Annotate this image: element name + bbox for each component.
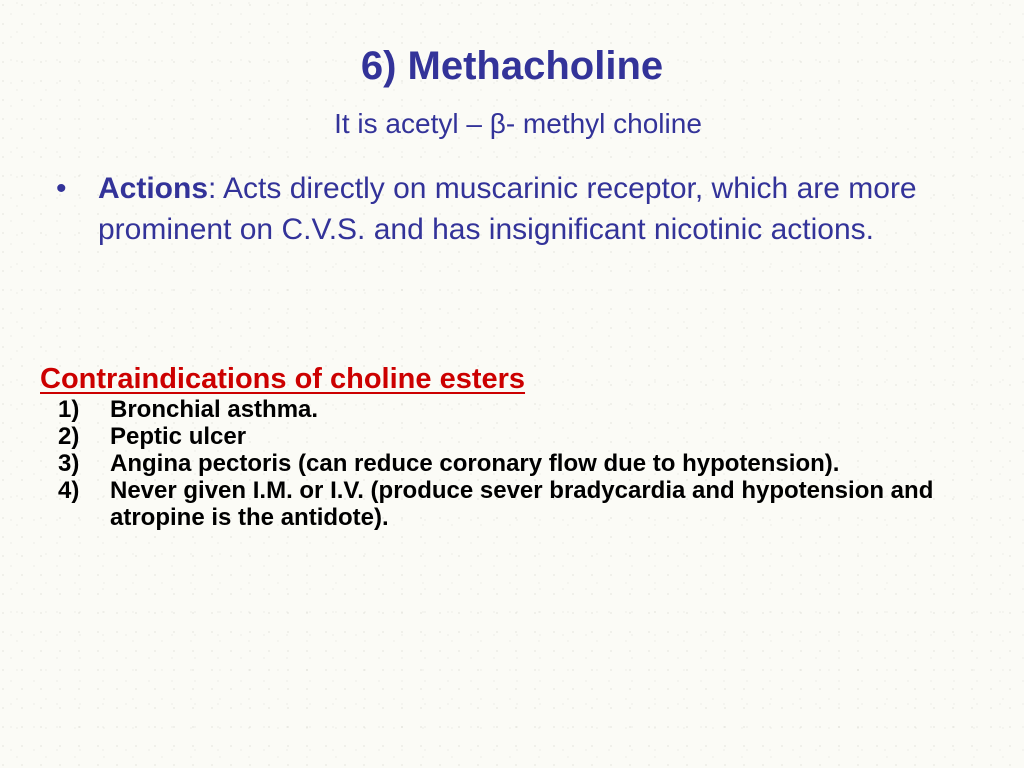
list-item-text: Angina pectoris (can reduce coronary flow due to hypotension). bbox=[110, 450, 840, 477]
list-item-number: 1) bbox=[58, 396, 80, 423]
actions-description: : Acts directly on muscarinic receptor, which are more prominent on C.V.S. and has insignificant nicotinic actions. bbox=[98, 172, 917, 246]
list-item bbox=[58, 423, 998, 450]
slide-title: 6) Methacholine bbox=[360, 44, 664, 88]
list-item bbox=[58, 396, 998, 423]
list-item bbox=[58, 477, 998, 531]
list-item-number: 2) bbox=[58, 423, 80, 450]
bullet-dot-icon: • bbox=[56, 172, 67, 205]
list-item-text: Bronchial asthma. bbox=[110, 396, 319, 423]
actions-label: Actions bbox=[98, 172, 209, 205]
list-item-number: 4) bbox=[58, 477, 80, 504]
contraindications-list bbox=[58, 396, 998, 531]
actions-bullet bbox=[56, 168, 976, 250]
list-item-text: Never given I.M. or I.V. (produce sever bradycardia and hypotension and atropine is the antidote). bbox=[110, 477, 934, 531]
list-item-number: 3) bbox=[58, 450, 80, 477]
slide-subtitle: It is acetyl – β- methyl choline bbox=[334, 108, 702, 139]
list-item-text: Peptic ulcer bbox=[110, 423, 247, 450]
contraindications-heading: Contraindications of choline esters bbox=[40, 363, 526, 395]
list-item bbox=[58, 450, 998, 477]
actions-text-block bbox=[98, 168, 976, 250]
